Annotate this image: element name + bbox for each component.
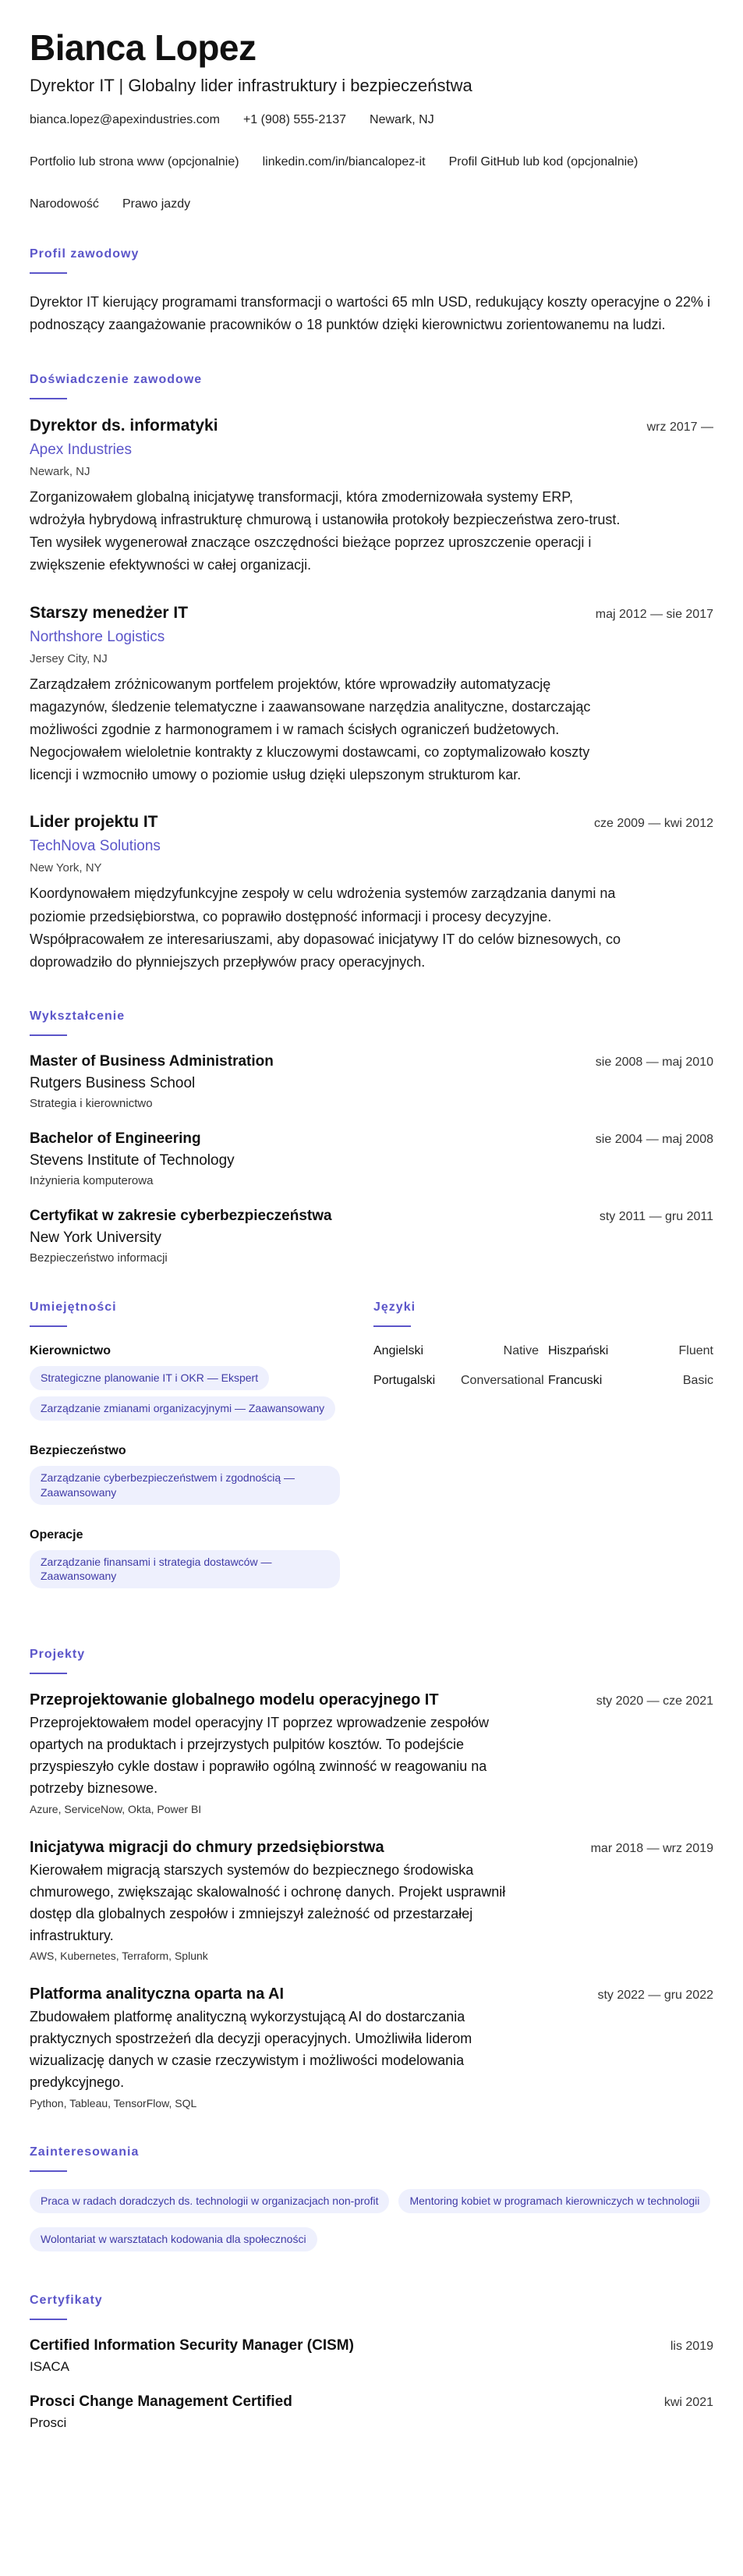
education-entry (30, 1053, 713, 1110)
contact-portfolio[interactable]: Portfolio lub strona www (opcjonalnie) (30, 154, 239, 169)
section-title: Certyfikaty (30, 2293, 103, 2307)
project-technologies: Azure, ServiceNow, Okta, Power BI (30, 1802, 202, 1815)
interests-section (30, 2145, 713, 2258)
job-dates: wrz 2017 — (646, 420, 713, 434)
interest-list (30, 2189, 713, 2258)
language-level: Native (503, 1344, 539, 1357)
company-name: Apex Industries (30, 441, 132, 458)
field-of-study: Inżynieria komputerowa (30, 1174, 154, 1187)
language-list (373, 1344, 713, 1388)
job-dates: cze 2009 — kwi 2012 (594, 817, 713, 831)
school-name: Rutgers Business School (30, 1075, 196, 1091)
contact-nationality: Narodowość (30, 197, 99, 211)
interest-tag: Praca w radach doradczych ds. technologii w organizacjach non-profit (30, 2189, 389, 2213)
certification-name: Prosci Change Management Certified (30, 2393, 292, 2410)
school-name: Stevens Institute of Technology (30, 1152, 235, 1169)
job-description: Zorganizowałem globalną inicjatywę transformacji, która zmodernizowała systemy ERP, wdrożyła hybrydową infrastrukturę chmurową i ustanowiła protokoły bezpieczeństwa zero-trust. Ten wysiłek wygenerował znaczące oszczędności bieżące poprzez uproszczenie operacji i zwiększenie efektywności w całej organizacji. (30, 488, 621, 573)
language-name: Francuski (548, 1374, 603, 1387)
education-section (30, 1009, 713, 1265)
language-name: Hiszpański (548, 1344, 609, 1357)
degree-name: Bachelor of Engineering (30, 1130, 201, 1147)
project-description: Zbudowałem platformę analityczną wykorzystującą AI do dostarczania praktycznych spostrzeżeń dla decyzji operacyjnych. Umożliwiła liderom wizualizację danych w czasie rzeczywistym i możliwości modelowania predykcyjnego. (30, 2009, 472, 2091)
certification-name: Certified Information Security Manager (CISM) (30, 2336, 354, 2354)
skills-languages-row (30, 1300, 713, 1612)
field-of-study: Strategia i kierownictwo (30, 1097, 153, 1110)
summary-text: Dyrektor IT kierujący programami transformacji o wartości 65 mln USD, redukujący koszty operacyjne o 22% i podnoszący zaangażowanie pracowników o 18 punktów dzięki kierownictwu zorientowanemu na ludzi. (30, 293, 710, 333)
skill-group (30, 1444, 342, 1511)
section-title: Profil zawodowy (30, 247, 140, 261)
contact-linkedin[interactable]: linkedin.com/in/biancalopez-it (262, 154, 426, 169)
section-divider (30, 1034, 67, 1036)
skill-category: Kierownictwo (30, 1344, 111, 1357)
section-title: Umiejętności (30, 1300, 117, 1314)
skill-tag: Strategiczne planowanie IT i OKR — Ekspert (30, 1366, 269, 1390)
candidate-headline: Dyrektor IT | Globalny lider infrastruktury i bezpieczeństwa (30, 75, 472, 95)
field-of-study: Bezpieczeństwo informacji (30, 1251, 168, 1265)
experience-entry (30, 813, 713, 974)
skill-group (30, 1344, 342, 1427)
job-dates: maj 2012 — sie 2017 (595, 607, 713, 621)
certification-issuer: ISACA (30, 2358, 70, 2374)
section-divider (30, 272, 67, 274)
experience-entry (30, 604, 713, 787)
section-title: Doświadczenie zawodowe (30, 372, 203, 386)
company-name: TechNova Solutions (30, 838, 161, 855)
project-name: Inicjatywa migracji do chmury przedsiębiorstwa (30, 1838, 384, 1856)
project-dates: sty 2022 — gru 2022 (597, 1989, 713, 2003)
contact-driving-license: Prawo jazdy (122, 197, 191, 211)
certification-issuer: Prosci (30, 2415, 67, 2430)
job-location: Jersey City, NJ (30, 651, 108, 665)
interest-tag: Mentoring kobiet w programach kierowniczych w technologii (398, 2189, 710, 2213)
school-name: New York University (30, 1229, 161, 1246)
section-divider (30, 1325, 67, 1327)
skill-group (30, 1528, 342, 1595)
certification-entry (30, 2393, 713, 2431)
project-description: Kierowałem migracją starszych systemów do bezpiecznego środowiska chmurowego, zwiększając skalowalność i ochronę danych. Projekt usprawnił dostęp dla globalnych zespołów i zmniejszył zależność od przestarzałej infrastruktury. (30, 1861, 506, 1943)
contact-email[interactable]: bianca.lopez@apexindustries.com (30, 112, 220, 126)
section-divider (30, 2170, 67, 2172)
degree-name: Certyfikat w zakresie cyberbezpieczeństwa (30, 1208, 332, 1224)
skill-tag: Zarządzanie zmianami organizacyjnymi — Zaawansowany (30, 1396, 335, 1421)
certification-date: kwi 2021 (663, 2395, 713, 2409)
language-level: Basic (682, 1374, 713, 1387)
project-dates: mar 2018 — wrz 2019 (590, 1841, 713, 1855)
project-technologies: AWS, Kubernetes, Terraform, Splunk (30, 1950, 208, 1963)
job-location: Newark, NJ (30, 464, 90, 478)
skills-section (30, 1300, 342, 1612)
certification-entry (30, 2337, 713, 2375)
project-name: Platforma analityczna oparta na AI (30, 1985, 285, 2003)
certification-date: lis 2019 (670, 2339, 713, 2353)
degree-name: Master of Business Administration (30, 1053, 274, 1070)
section-title: Wykształcenie (30, 1009, 126, 1023)
section-title: Projekty (30, 1648, 86, 1662)
section-title: Języki (373, 1300, 416, 1314)
languages-section (373, 1300, 713, 1612)
section-title: Zainteresowania (30, 2145, 140, 2159)
language-level: Conversational (461, 1374, 544, 1387)
education-dates: sty 2011 — gru 2011 (599, 1210, 713, 1223)
experience-entry (30, 417, 713, 577)
contact-list (30, 113, 713, 211)
project-technologies: Python, Tableau, TensorFlow, SQL (30, 2097, 197, 2110)
project-dates: sty 2020 — cze 2021 (596, 1694, 713, 1708)
section-divider (30, 2319, 67, 2320)
skill-category: Operacje (30, 1528, 83, 1542)
education-dates: sie 2008 — maj 2010 (595, 1056, 713, 1069)
summary-section (30, 247, 713, 337)
contact-github[interactable]: Profil GitHub lub kod (opcjonalnie) (448, 154, 639, 169)
projects-section (30, 1648, 713, 2109)
language-name: Portugalski (373, 1374, 436, 1387)
project-entry (30, 1839, 713, 1963)
education-entry (30, 1208, 713, 1265)
interest-tag: Wolontariat w warsztatach kodowania dla społeczności (30, 2227, 317, 2251)
project-name: Przeprojektowanie globalnego modelu operacyjnego IT (30, 1691, 439, 1709)
project-description: Przeprojektowałem model operacyjny IT poprzez wprowadzenie zespołów opartych na produktach i przejrzystych pulpitów kosztów. To podejście przyspieszyło cykle dostaw i poprawiło ogólną zwinność w reagowaniu na potrzeby biznesowe. (30, 1715, 489, 1797)
job-title: Starszy menedżer IT (30, 603, 189, 622)
language-level: Fluent (678, 1344, 713, 1357)
project-entry (30, 1985, 713, 2109)
job-location: New York, NY (30, 861, 102, 875)
project-entry (30, 1691, 713, 1815)
candidate-name: Bianca Lopez (30, 27, 257, 68)
contact-phone[interactable]: +1 (908) 555-2137 (242, 112, 347, 126)
certifications-section (30, 2294, 713, 2431)
skill-tag: Zarządzanie finansami i strategia dostawców — Zaawansowany (30, 1550, 340, 1589)
language-name: Angielski (373, 1344, 424, 1357)
company-name: Northshore Logistics (30, 628, 165, 645)
section-divider (30, 1673, 67, 1674)
education-dates: sie 2004 — maj 2008 (595, 1133, 713, 1146)
job-title: Dyrektor ds. informatyki (30, 416, 218, 435)
job-title: Lider projektu IT (30, 813, 158, 832)
skill-category: Bezpieczeństwo (30, 1443, 126, 1457)
contact-location: Newark, NJ (370, 112, 434, 126)
job-description: Koordynowałem międzyfunkcyjne zespoły w celu wdrożenia systemów zarządzania danymi na poziomie przedsiębiorstwa, co poprawiło dostępność informacji i procesy decyzyjne. Współpracowałem ze interesariuszami, aby dopasować inicjatywy IT do celów biznesowych, co doprowadziło do płynniejszych przepływów pracy operacyjnych. (30, 885, 621, 970)
skill-tag: Zarządzanie cyberbezpieczeństwem i zgodnością — Zaawansowany (30, 1466, 340, 1505)
resume-header (30, 28, 713, 211)
experience-section (30, 373, 713, 974)
section-divider (30, 398, 67, 399)
job-description: Zarządzałem zróżnicowanym portfelem projektów, które wprowadziły automatyzację magazynów, śledzenie telematyczne i zaawansowane narzędzia analityczne, dostarczając możliwości zgodnie z harmonogramem i w ramach ścisłych ograniczeń budżetowych. Negocjowałem wieloletnie kontrakty z kluczowymi dostawcami, co zoptymalizowało koszty licencji i wzmocniło umowy o poziomie usług dzięki ulepszonym strukturom kar. (30, 676, 591, 783)
section-divider (373, 1325, 411, 1327)
education-entry (30, 1130, 713, 1187)
